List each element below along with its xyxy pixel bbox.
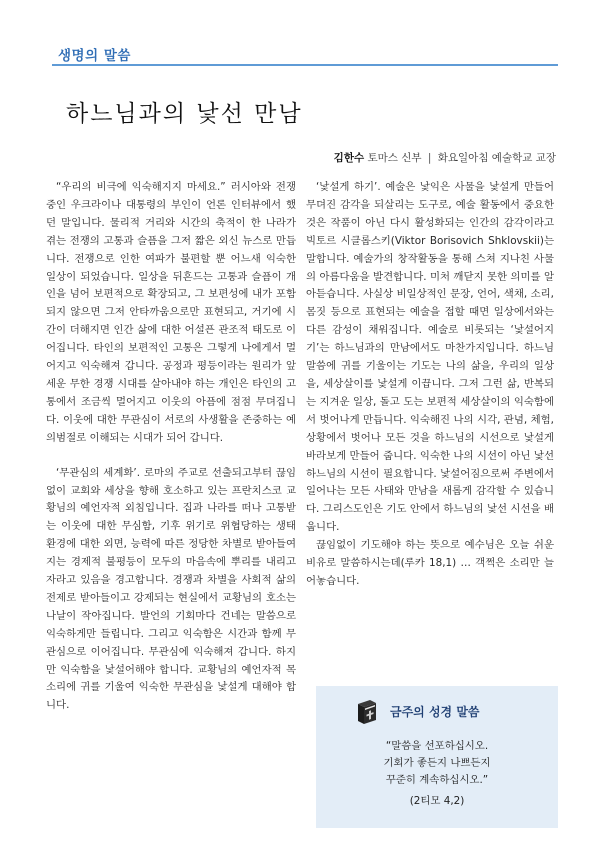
verse-text <box>316 738 558 789</box>
author-affiliation: 화요일아침 예술학교 교장 <box>437 152 556 164</box>
verse-line: 기회가 좋든지 나쁘든지 <box>383 757 491 769</box>
article-title: 하느님과의 낯선 만남 <box>66 101 303 127</box>
right-column <box>306 179 554 591</box>
section-label: 생명의 말씀 <box>58 48 131 64</box>
verse-heading: 금주의 성경 말씀 <box>390 705 480 719</box>
author-name: 김한수 <box>333 152 365 164</box>
paragraph: ‘무관심의 세계화’. 로마의 주교로 선출되고부터 끊임없이 교회와 세상을 향해 호소하고 있는 프란치스코 교황님의 예언자적 외침입니다. 집과 나라를 떠나 고통받는 이웃에 대한 무심함, 기후 위기로 위협당하는 생태 환경에 대한 외면, 능력에 따른 정당한 차별로 받아들여지는 경제적 불평등이 모두의 마음속에 뿌리를 내리고 자라고 있음을 경고합니다. 경쟁과 차별을 사회적 삶의 전제로 받아들이고 강제되는 현실에서 교황님의 호소는 나날이 작아집니다. 발언의 기회마다 건네는 말씀으로 익숙하게만 들립니다. 그리고 익숙함은 시간과 함께 무관심으로 이어집니다. 무관심에 익숙해져 갑니다. 하지만 익숙함을 낯설어해야 합니다. 교황님의 예언자적 목소리에 귀를 기울여 익숙한 무관심을 낯설게 대해야 합니다. <box>46 466 296 712</box>
weekly-verse-box <box>316 686 558 828</box>
verse-reference: (2티모 4,2) <box>409 795 465 807</box>
left-column <box>46 179 296 715</box>
byline <box>334 150 556 165</box>
verse-box-inner <box>316 686 558 828</box>
paragraph: 끊임없이 기도해야 하는 뜻으로 예수님은 오늘 쉬운 비유로 말씀하시는데(루카 18,1) … 객쩍은 소리만 늘어놓습니다. <box>306 539 554 587</box>
author-title: 토마스 신부 <box>367 152 422 164</box>
bible-icon <box>354 698 380 726</box>
byline-separator: | <box>427 152 432 164</box>
verse-line: “말씀을 선포하십시오. <box>385 740 489 752</box>
header-rule <box>52 64 558 66</box>
verse-line: 꾸준히 계속하십시오.” <box>385 774 489 786</box>
paragraph: “우리의 비극에 익숙해지지 마세요.” 러시아와 전쟁 중인 우크라이나 대통령의 부인이 언론 인터뷰에서 했던 말입니다. 물리적 거리와 시간의 축적이 한 나라가 겪는 전쟁의 고통과 슬픔을 그저 짧은 외신 뉴스로 만듭니다. 전쟁으로 인한 여파가 불편할 뿐 어느새 익숙한 일상이 되었습니다. 일상을 뒤흔드는 고통과 슬픔이 개인을 넘어 보편적으로 확장되고, 그 보편성에 내가 포함되지 않으면 그저 안타까움으로만 표현되고, 거기에 시간이 더해지면 인간 삶에 대한 어설픈 관조적 태도로 이어집니다. 타인의 보편적인 고통은 그렇게 나에게서 멀어지고 익숙해져 갑니다. 공정과 평등이라는 원리가 앞세운 무한 경쟁 시대를 살아내야 하는 개인은 타인의 고통에서 조금씩 멀어지고 이웃의 아픔에 점점 무뎌집니다. 이웃에 대한 무관심이 서로의 사생활을 존중하는 예의범절로 이해되는 시대가 되어 갑니다. <box>46 181 296 444</box>
paragraph: ‘낯설게 하기’. 예술은 낯익은 사물을 낯설게 만들어 무뎌진 감각을 되살리는 도구로, 예술 활동에서 중요한 것은 작품이 아닌 다시 활성화되는 인간의 감각이라고 빅토르 시클롭스키(Viktor Borisovich Shklovskii)는 말합니다. 예술가의 창작활동을 통해 스쳐 지나친 사물의 아름다움을 발견합니다. 미처 깨닫지 못한 의미를 알아듣습니다. 사실상 비일상적인 문장, 언어, 색채, 소리, 몸짓 등으로 표현되는 예술을 접할 때면 일상에서와는 다른 감성이 채워집니다. 예술로 비롯되는 ‘낯설어지기’는 하느님과의 만남에서도 마찬가지입니다. 하느님 말씀에 귀를 기울이는 기도는 나의 삶을, 우리의 일상을, 세상살이를 낯설게 이끕니다. 그저 그런 삶, 반복되는 지겨운 일상, 돌고 도는 보편적 세상살이의 익숙함에서 벗어나게 만듭니다. 익숙해진 나의 시각, 관념, 체험, 상황에서 벗어나 모든 것을 하느님의 시선으로 낯설게 바라보게 만들어 줍니다. 익숙한 나의 시선이 아닌 낯선 하느님의 시선이 필요합니다. 낯설어짐으로써 주변에서 일어나는 모든 사태와 만남을 새롭게 감각할 수 있습니다. 그리스도인은 기도 안에서 하느님의 낯선 시선을 배웁니다. <box>306 181 554 534</box>
